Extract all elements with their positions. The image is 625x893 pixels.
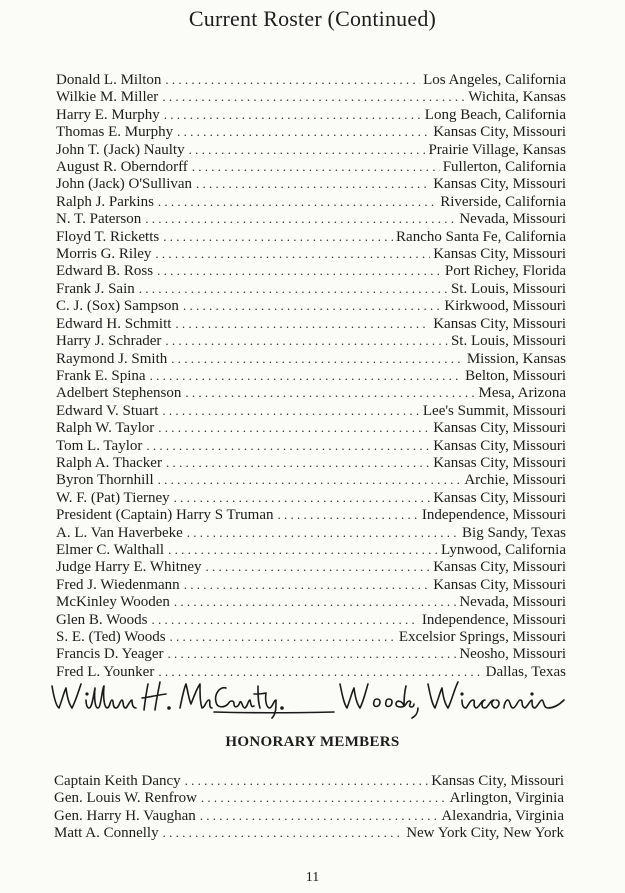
roster-entry [56,297,566,314]
roster-entry [56,384,566,401]
page-number: 11 [305,870,320,885]
roster-entry [56,175,566,192]
member-name: S. E. (Ted) Woods [56,629,166,645]
member-name: John (Jack) O'Sullivan [56,176,193,193]
roster-entry [56,593,566,610]
member-location: Excelsior Springs, Missouri [398,629,566,645]
member-location: Kansas City, Missouri [431,773,564,789]
member-location: Fullerton, California [442,159,566,176]
member-name: Edward V. Stuart [56,402,159,419]
member-location: Los Angeles, California [423,72,566,88]
dot-leader [155,245,430,262]
member-name: C. J. (Sox) Sampson [56,298,179,315]
member-name: McKinley Wooden [56,594,170,611]
member-name: Floyd T. Ricketts [56,228,160,245]
member-name: Ralph J. Parkins [56,193,154,210]
dot-leader [206,558,431,575]
dot-leader [146,437,430,454]
member-name: President (Captain) Harry S Truman [56,507,274,524]
honorary-members-list [54,772,564,842]
roster-entry [56,350,566,367]
dot-leader [165,332,448,349]
member-name: August R. Oberndorff [56,159,188,176]
roster-entry [56,245,566,262]
member-name: Morris G. Riley [56,246,152,263]
handwritten-entry-drawing [48,678,568,720]
member-location: Dallas, Texas [485,663,566,680]
member-location: Kansas City, Missouri [433,437,566,454]
dot-leader [163,824,404,841]
roster-list [56,71,566,680]
roster-entry [56,437,566,454]
roster-entry [56,262,566,279]
roster-entry [56,489,566,506]
dot-leader [200,807,439,824]
dot-leader [189,141,426,158]
member-name: Gen. Harry H. Vaughan [54,807,196,824]
member-location: Kansas City, Missouri [433,454,566,471]
dot-leader [166,454,430,471]
roster-entry [56,611,566,628]
dot-leader [164,106,422,123]
dot-leader [185,772,429,789]
roster-entry [56,332,566,349]
dot-leader [150,367,463,384]
member-name: Wilkie M. Miller [56,89,159,106]
member-name: Harry J. Schrader [56,333,162,350]
dot-leader [165,71,420,88]
member-name: Elmer C. Walthall [56,541,165,558]
roster-entry [54,807,564,824]
member-name: Matt A. Connelly [54,825,159,842]
member-name: Thomas E. Murphy [56,124,174,141]
roster-entry [56,558,566,575]
member-name: Frank E. Spina [56,367,146,384]
member-location: Arlington, Virginia [449,790,564,807]
member-name: A. L. Van Haverbeke [56,524,183,541]
member-location: Riverside, California [440,193,566,210]
page-title: Current Roster (Continued) [188,6,437,31]
dot-leader [162,402,420,419]
member-location: Archie, Missouri [464,472,566,489]
member-location: Lynwood, California [441,541,566,558]
member-name: Edward B. Ross [56,263,154,280]
dot-leader [177,123,430,140]
dot-leader [184,576,431,593]
dot-leader [158,419,430,436]
member-location: Nevada, Missouri [459,211,566,228]
roster-entry [56,628,566,645]
member-location: Neosho, Missouri [459,646,566,663]
member-location: Kansas City, Missouri [433,489,566,506]
member-location: Belton, Missouri [465,367,566,384]
member-name: Fred L. Younker [56,663,155,680]
dot-leader [167,645,456,662]
member-name: Tom L. Taylor [56,437,143,454]
honorary-members-heading: HONORARY MEMBERS [225,734,400,750]
dot-leader [175,315,430,332]
member-name: Frank J. Sain [56,280,135,297]
member-location: Wichita, Kansas [468,89,566,106]
roster-entry [54,789,564,806]
roster-entry [56,106,566,123]
member-name: Edward H. Schmitt [56,315,172,332]
member-location: Big Sandy, Texas [462,524,566,541]
member-name: Donald L. Milton [56,72,162,88]
roster-entry [56,419,566,436]
member-name: Ralph W. Taylor [56,420,155,437]
member-name: Raymond J. Smith [56,350,168,367]
roster-entry [56,471,566,488]
member-name: John T. (Jack) Naulty [56,141,185,158]
member-location: Independence, Missouri [421,611,566,628]
member-location: Kansas City, Missouri [433,315,566,332]
member-location: New York City, New York [406,825,564,842]
dot-leader [158,193,437,210]
member-location: Mission, Kansas [466,350,566,367]
roster-entry [56,524,566,541]
member-name: Fred J. Wiedenmann [56,576,180,593]
member-name: Ralph A. Thacker [56,454,162,471]
member-location: Mesa, Arizona [478,385,566,402]
roster-entry [56,193,566,210]
roster-entry [56,71,566,88]
roster-entry [56,645,566,662]
member-location: Kansas City, Missouri [433,576,566,593]
roster-entry [56,228,566,245]
roster-entry [56,506,566,523]
dot-leader [183,297,441,314]
member-location: St. Louis, Missouri [450,333,566,350]
roster-entry [56,210,566,227]
roster-entry [56,158,566,175]
roster-entry [56,280,566,297]
member-location: Prairie Village, Kansas [428,141,566,158]
dot-leader [157,262,442,279]
roster-entry [56,315,566,332]
member-name: Harry E. Murphy [56,106,160,123]
dot-leader [170,628,396,645]
member-name: Francis D. Yeager [56,646,164,663]
handwritten-signature [48,678,568,720]
dot-leader [201,789,447,806]
roster-entry [56,454,566,471]
dot-leader [151,611,418,628]
member-location: Kansas City, Missouri [433,176,566,193]
roster-entry [56,402,566,419]
member-name: Adelbert Stephenson [56,385,182,402]
member-location: St. Louis, Missouri [450,280,566,297]
member-location: Kansas City, Missouri [433,559,566,576]
roster-entry [56,141,566,158]
dot-leader [196,175,430,192]
member-name: Captain Keith Dancy [54,773,181,789]
dot-leader [168,541,438,558]
member-location: Port Richey, Florida [444,263,566,280]
dot-leader [171,350,464,367]
dot-leader [163,228,393,245]
roster-entry [56,367,566,384]
member-location: Alexandria, Virginia [441,807,564,824]
member-name: Byron Thornhill [56,472,154,489]
member-location: Kirkwood, Missouri [444,298,566,315]
member-name: W. F. (Pat) Tierney [56,489,170,506]
dot-leader [277,506,418,523]
member-name: Glen B. Woods [56,611,148,628]
member-location: Kansas City, Missouri [433,420,566,437]
dot-leader [158,471,462,488]
dot-leader [162,88,465,105]
roster-entry [56,541,566,558]
dot-leader [192,158,440,175]
dot-leader [145,210,456,227]
member-location: Kansas City, Missouri [433,124,566,141]
roster-entry [54,824,564,841]
member-name: Judge Harry E. Whitney [56,559,202,576]
dot-leader [185,384,475,401]
roster-entry [54,772,564,789]
dot-leader [139,280,448,297]
roster-entry [56,123,566,140]
member-location: Nevada, Missouri [459,594,566,611]
member-location: Independence, Missouri [421,507,566,524]
dot-leader [174,593,456,610]
member-location: Kansas City, Missouri [433,246,566,263]
member-location: Lee's Summit, Missouri [422,402,566,419]
member-location: Rancho Santa Fe, California [396,228,566,245]
roster-entry [56,88,566,105]
roster-entry [56,576,566,593]
dot-leader [187,524,459,541]
member-name: Gen. Louis W. Renfrow [54,790,197,807]
member-name: N. T. Paterson [56,211,142,228]
member-location: Long Beach, California [424,106,566,123]
dot-leader [174,489,431,506]
